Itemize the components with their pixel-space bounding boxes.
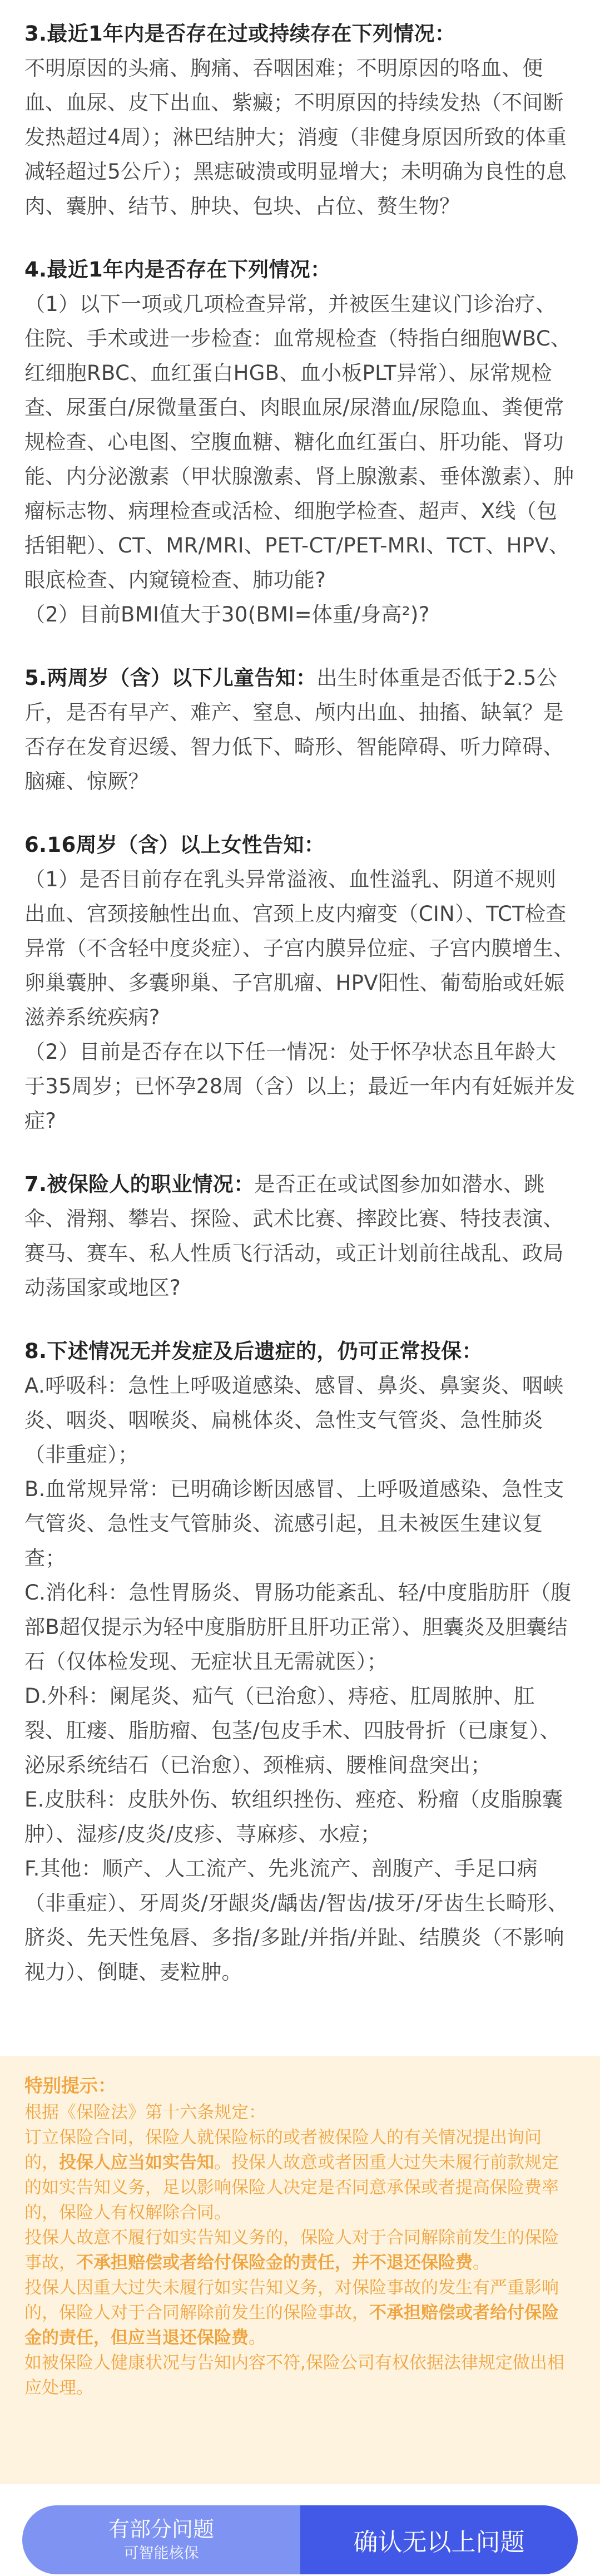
question-8-item-e: E.皮肤科：皮肤外伤、软组织挫伤、痤疮、粉瘤（皮脂腺囊肿）、湿疹/皮炎/皮疹、荨麻疹、水痘； bbox=[24, 1788, 563, 1846]
question-7-title: 7.被保险人的职业情况： bbox=[24, 1172, 255, 1196]
question-7 bbox=[24, 1167, 576, 1305]
question-8 bbox=[24, 1334, 576, 1990]
question-5-text: 出生时体重是否低于2.5公斤，是否有早产、难产、窒息、颅内出血、抽搐、缺氧？是否存在发育迟缓、智力低下、畸形、智能障碍、听力障碍、脑瘫、惊厥？ bbox=[24, 666, 564, 793]
notice-p2-rest: 。 bbox=[473, 2253, 490, 2273]
notice-p3-rest: 。 bbox=[249, 2328, 266, 2348]
notice-p1-rest: 。投保人故意或者因重大过失未履行前款规定的如实告知义务，足以影响保险人决定是否同意承保或者提高保险费率的，保险人有权解除合同。 bbox=[24, 2153, 559, 2223]
notice-p2-text: 投保人故意不履行如实告知义务的，保险人对于合同解除前发生的保险事故， bbox=[24, 2228, 559, 2273]
question-7-text: 是否正在或试图参加如潜水、跳伞、滑翔、攀岩、探险、武术比赛、摔跤比赛、特技表演、赛马、赛车、私人性质飞行活动，或正计划前往战乱、政局动荡国家或地区? bbox=[24, 1172, 564, 1300]
question-8-item-f: F.其他：顺产、人工流产、先兆流产、剖腹产、手足口病（非重症）、牙周炎/牙龈炎/龋齿/智齿/拔牙/牙齿生长畸形、脐炎、先天性兔唇、多指/多趾/并指/并趾、结膜炎（不影响视力）、倒睫、麦粒肿。 bbox=[24, 1857, 568, 1984]
question-8-item-c: C.消化科：急性胃肠炎、胃肠功能紊乱、轻/中度脂肪肝（腹部B超仅提示为轻中度脂肪肝且肝功正常）、胆囊炎及胆囊结石（仅体检发现、无症状且无需就医）； bbox=[24, 1581, 572, 1674]
special-notice bbox=[0, 2056, 600, 2484]
notice-p3-text: 投保人因重大过失未履行如实告知义务，对保险事故的发生有严重影响的，保险人对于合同解除前发生的保险事故， bbox=[24, 2278, 559, 2323]
partial-issues-button[interactable] bbox=[22, 2505, 300, 2574]
notice-intro: 根据《保险法》第十六条规定： bbox=[24, 2103, 266, 2123]
footer-bar bbox=[0, 2484, 600, 2576]
notice-p3-emphasis: 不承担赔偿或者给付保险金的责任，但应当退还保险费 bbox=[24, 2303, 559, 2348]
question-6-item-2: （2）目前是否存在以下任一情况：处于怀孕状态且年龄大于35周岁；已怀孕28周（含）以上；最近一年内有妊娠并发症? bbox=[24, 1040, 576, 1133]
notice-p2-emphasis: 不承担赔偿或者给付保险金的责任，并不退还保险费 bbox=[76, 2253, 473, 2273]
notice-p1-emphasis: 投保人应当如实告知 bbox=[59, 2153, 214, 2173]
notice-title: 特别提示： bbox=[24, 2075, 116, 2096]
question-8-item-d: D.外科：阑尾炎、疝气（已治愈）、痔疮、肛周脓肿、肛裂、肛瘘、脂肪瘤、包茎/包皮手术、四肢骨折（已康复）、泌尿系统结石（已治愈）、颈椎病、腰椎间盘突出； bbox=[24, 1684, 561, 1777]
question-6 bbox=[24, 828, 576, 1138]
footer-button-group bbox=[22, 2505, 578, 2574]
question-6-item-1: （1）是否目前存在乳头异常溢液、血性溢乳、阴道不规则出血、宫颈接触性出血、宫颈上皮内瘤变（CIN）、TCT检查异常（不含轻中度炎症）、子宫内膜异位症、子宫内膜增生、卵巢囊肿、多囊卵巢、子宫肌瘤、HPV阳性、葡萄胎或妊娠滋养系统疾病? bbox=[24, 867, 574, 1029]
question-8-item-b: B.血常规异常：已明确诊断因感冒、上呼吸道感染、急性支气管炎、急性支气管肺炎、流感引起，且未被医生建议复查； bbox=[24, 1477, 564, 1570]
question-5 bbox=[24, 661, 576, 799]
confirm-no-issues-button[interactable]: 确认无以上问题 bbox=[300, 2505, 578, 2574]
question-3-text: 不明原因的头痛、胸痛、吞咽困难；不明原因的咯血、便血、血尿、皮下出血、紫癜；不明原因的持续发热（不间断发热超过4周）；淋巴结肿大；消瘦（非健身原因所致的体重减轻超过5公斤）；黑痣破溃或明显增大；未明确为良性的息肉、囊肿、结节、肿块、包块、占位、赘生物？ bbox=[24, 56, 567, 218]
question-6-title: 6.16周岁（含）以上女性告知： bbox=[24, 833, 325, 857]
question-4-item-1: （1）以下一项或几项检查异常，并被医生建议门诊治疗、住院、手术或进一步检查：血常规检查（特指白细胞WBC、红细胞RBC、血红蛋白HGB、血小板PLT异常）、尿常规检查、尿蛋白/尿微量蛋白、肉眼血尿/尿潜血/尿隐血、粪便常规检查、心电图、空腹血糖、糖化血红蛋白、肝功能、肾功能、内分泌激素（甲状腺激素、肾上腺激素、垂体激素）、肿瘤标志物、病理检查或活检、细胞学检查、超声、X线（包括钼靶）、CT、MR/MRI、PET-CT/PET-MRI、TCT、HPV、眼底检查、内窥镜检查、肺功能? bbox=[24, 292, 574, 592]
partial-issues-label: 有部分问题 bbox=[108, 2518, 214, 2542]
question-5-title: 5.两周岁（含）以下儿童告知： bbox=[24, 666, 317, 690]
smart-underwriting-label: 可智能核保 bbox=[123, 2545, 199, 2562]
question-3-title: 3.最近1年内是否存在过或持续存在下列情况： bbox=[24, 22, 456, 46]
notice-p1-text: 订立保险合同，保险人就保险标的或者被保险人的有关情况提出询问的， bbox=[24, 2128, 542, 2173]
notice-paragraph-2 bbox=[24, 2225, 576, 2276]
question-8-title: 8.下述情况无并发症及后遗症的，仍可正常投保： bbox=[24, 1339, 483, 1363]
question-4-title: 4.最近1年内是否存在下列情况： bbox=[24, 258, 331, 282]
question-3 bbox=[24, 17, 576, 224]
question-4 bbox=[24, 253, 576, 632]
notice-paragraph-3 bbox=[24, 2276, 576, 2351]
notice-paragraph-4: 如被保险人健康状况与告知内容不符,保险公司有权依据法律规定做出相应处理。 bbox=[24, 2353, 564, 2398]
question-4-item-2: （2）目前BMI值大于30(BMI=体重/身高²)? bbox=[24, 603, 430, 626]
notice-paragraph-1 bbox=[24, 2125, 576, 2225]
question-8-item-a: A.呼吸科：急性上呼吸道感染、感冒、鼻炎、鼻窦炎、咽峡炎、咽炎、咽喉炎、扁桃体炎、急性支气管炎、急性肺炎（非重症）； bbox=[24, 1374, 564, 1467]
